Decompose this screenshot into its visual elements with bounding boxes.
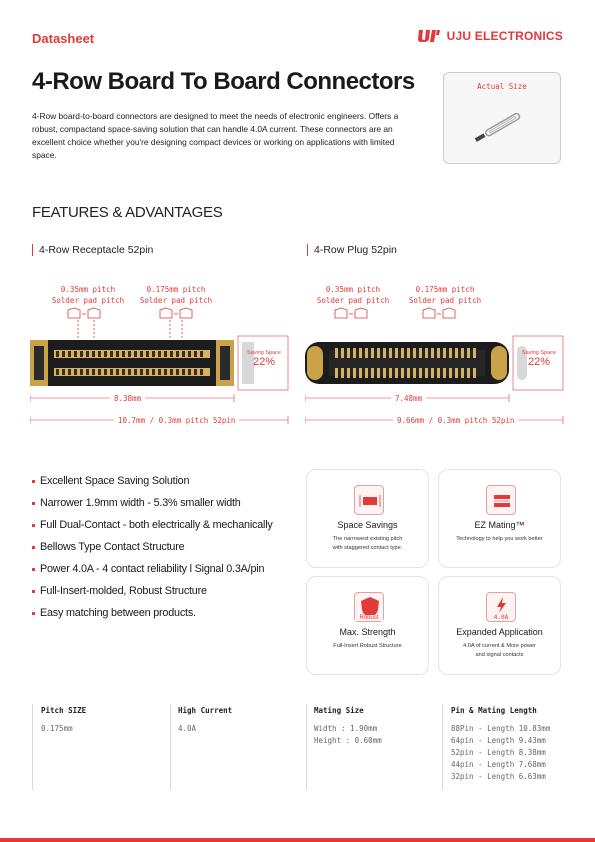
spec-current xyxy=(178,706,232,735)
receptacle-pitch-1-label: Solder pad pitch xyxy=(51,296,125,305)
card-description xyxy=(315,535,420,553)
bullet-icon xyxy=(32,568,35,571)
receptacle-pitch-1 xyxy=(48,284,128,306)
card-space-savings xyxy=(306,469,429,568)
brand-logo xyxy=(417,29,563,43)
spec-value: 0.175mm xyxy=(41,724,73,733)
card-description xyxy=(447,535,552,544)
plug-saving-label: Saving Space xyxy=(522,350,556,356)
spec-value: 32pin - Length 6.63mm xyxy=(451,772,546,781)
list-item xyxy=(32,514,273,536)
plug-saving-badge xyxy=(517,350,561,368)
spec-value: 52pin - Length 8.38mm xyxy=(451,748,546,757)
card-desc-line: The narrowest existing pitch xyxy=(332,536,403,542)
spec-label: High Current xyxy=(178,706,233,715)
receptacle-title: 4-Row Receptacle 52pin xyxy=(32,244,153,256)
list-item xyxy=(32,470,273,492)
spec-value: 44pin - Length 7.68mm xyxy=(451,760,546,769)
actual-size-box xyxy=(443,72,561,164)
bullet-icon xyxy=(32,480,35,483)
uju-logo-icon xyxy=(417,29,441,43)
page-title: 4-Row Board To Board Connectors xyxy=(32,68,415,95)
list-item xyxy=(32,602,273,624)
list-item-text: Full-Insert-molded, Robust Structure xyxy=(40,585,207,597)
actual-size-connector-image xyxy=(466,103,542,147)
list-item xyxy=(32,558,273,580)
plug-saving-value: 22% xyxy=(527,356,551,368)
spec-divider xyxy=(442,704,443,790)
robust-shield-icon xyxy=(354,592,384,622)
features-heading: FEATURES & ADVANTAGES xyxy=(32,204,223,221)
card-desc-line: Full-Insert Robust Structure xyxy=(333,643,402,649)
list-item-text: Easy matching between products. xyxy=(40,607,196,619)
bullet-icon xyxy=(32,502,35,505)
spec-divider xyxy=(170,704,171,790)
card-description xyxy=(447,642,552,660)
card-title: Space Savings xyxy=(337,520,398,530)
actual-size-label: Actual Size xyxy=(477,82,527,91)
current-icon-label: 4.0A xyxy=(493,614,509,621)
receptacle-pitch-2 xyxy=(136,284,216,306)
receptacle-width: 8.38mm xyxy=(110,394,145,403)
card-title: Max. Strength xyxy=(339,627,396,637)
spec-value: 4.0A xyxy=(178,724,197,733)
list-item-text: Full Dual-Contact - both electrically & mechanically xyxy=(40,519,273,531)
receptacle-pitch-1-value: 0.35mm pitch xyxy=(60,285,116,294)
plug-pitch-1-value: 0.35mm pitch xyxy=(325,285,381,294)
receptacle-length: 10.7mm / 0.3mm pitch 52pin xyxy=(114,416,239,425)
list-item xyxy=(32,580,273,602)
lightning-icon xyxy=(486,592,516,622)
feature-list xyxy=(32,470,273,624)
intro-paragraph: 4-Row board-to-board connectors are designed to meet the needs of electronic engineers. Offers a robust, compactand space-saving solution that can handle 4.0A current. These connectors are an excellent choice whether you're designing compact devices or working on applications with limited space. xyxy=(32,111,399,160)
receptacle-pitch-2-label: Solder pad pitch xyxy=(139,296,213,305)
plug-diagram xyxy=(305,306,567,432)
spec-value: 88Pin - Length 10.83mm xyxy=(451,724,551,733)
datasheet-label: Datasheet xyxy=(32,31,95,46)
spec-value: 64pin - Length 9.43mm xyxy=(451,736,546,745)
receptacle-saving-value: 22% xyxy=(252,356,276,368)
footer-accent-bar xyxy=(0,838,595,842)
list-item-text: Excellent Space Saving Solution xyxy=(40,475,190,487)
spec-label: Pitch SIZE xyxy=(41,706,87,715)
spec-mating-size xyxy=(314,706,382,747)
card-title: Expanded Application xyxy=(456,627,543,637)
plug-title: 4-Row Plug 52pin xyxy=(307,244,397,256)
card-expanded-application xyxy=(438,576,561,675)
plug-pitch-2-value: 0.175mm pitch xyxy=(415,285,475,294)
receptacle-saving-badge xyxy=(242,350,286,368)
ez-mating-icon xyxy=(486,485,516,515)
receptacle-diagram xyxy=(30,306,292,432)
receptacle-pitch-2-value: 0.175mm pitch xyxy=(146,285,206,294)
card-description xyxy=(315,642,420,651)
card-desc-line: with staggered contact type. xyxy=(332,545,403,551)
card-max-strength xyxy=(306,576,429,675)
plug-length: 9.66mm / 0.3mm pitch 52pin xyxy=(393,416,518,425)
card-desc-line: 4.0A of current & More power xyxy=(463,643,536,649)
list-item-text: Narrower 1.9mm width - 5.3% smaller width xyxy=(40,497,241,509)
plug-width: 7.48mm xyxy=(391,394,426,403)
card-ez-mating xyxy=(438,469,561,568)
plug-pitch-1-label: Solder pad pitch xyxy=(316,296,390,305)
plug-pitch-1 xyxy=(313,284,393,306)
spec-divider xyxy=(32,704,33,790)
spec-pin-length xyxy=(451,706,550,783)
card-desc-line: and signal contacts xyxy=(475,652,524,658)
spec-value: Height : 0.60mm xyxy=(314,736,382,745)
list-item-text: Bellows Type Contact Structure xyxy=(40,541,185,553)
list-item xyxy=(32,492,273,514)
bullet-icon xyxy=(32,524,35,527)
bullet-icon xyxy=(32,546,35,549)
list-item xyxy=(32,536,273,558)
bullet-icon xyxy=(32,590,35,593)
brand-name: UJU ELECTRONICS xyxy=(446,29,563,43)
card-title: EZ Mating™ xyxy=(474,520,525,530)
plug-pitch-2 xyxy=(405,284,485,306)
receptacle-saving-label: Saving Space xyxy=(247,350,281,356)
card-desc-line: Technology to help you work better xyxy=(456,536,543,542)
space-savings-icon xyxy=(354,485,384,515)
spec-label: Mating Size xyxy=(314,706,364,715)
spec-pitch xyxy=(41,706,86,735)
plug-pitch-2-label: Solder pad pitch xyxy=(408,296,482,305)
bullet-icon xyxy=(32,612,35,615)
spec-value: Width : 1.90mm xyxy=(314,724,378,733)
robust-icon-label: Robust xyxy=(355,615,383,621)
list-item-text: Power 4.0A - 4 contact reliability l Signal 0.3A/pin xyxy=(40,563,265,575)
spec-divider xyxy=(306,704,307,790)
spec-label: Pin & Mating Length xyxy=(451,706,537,715)
